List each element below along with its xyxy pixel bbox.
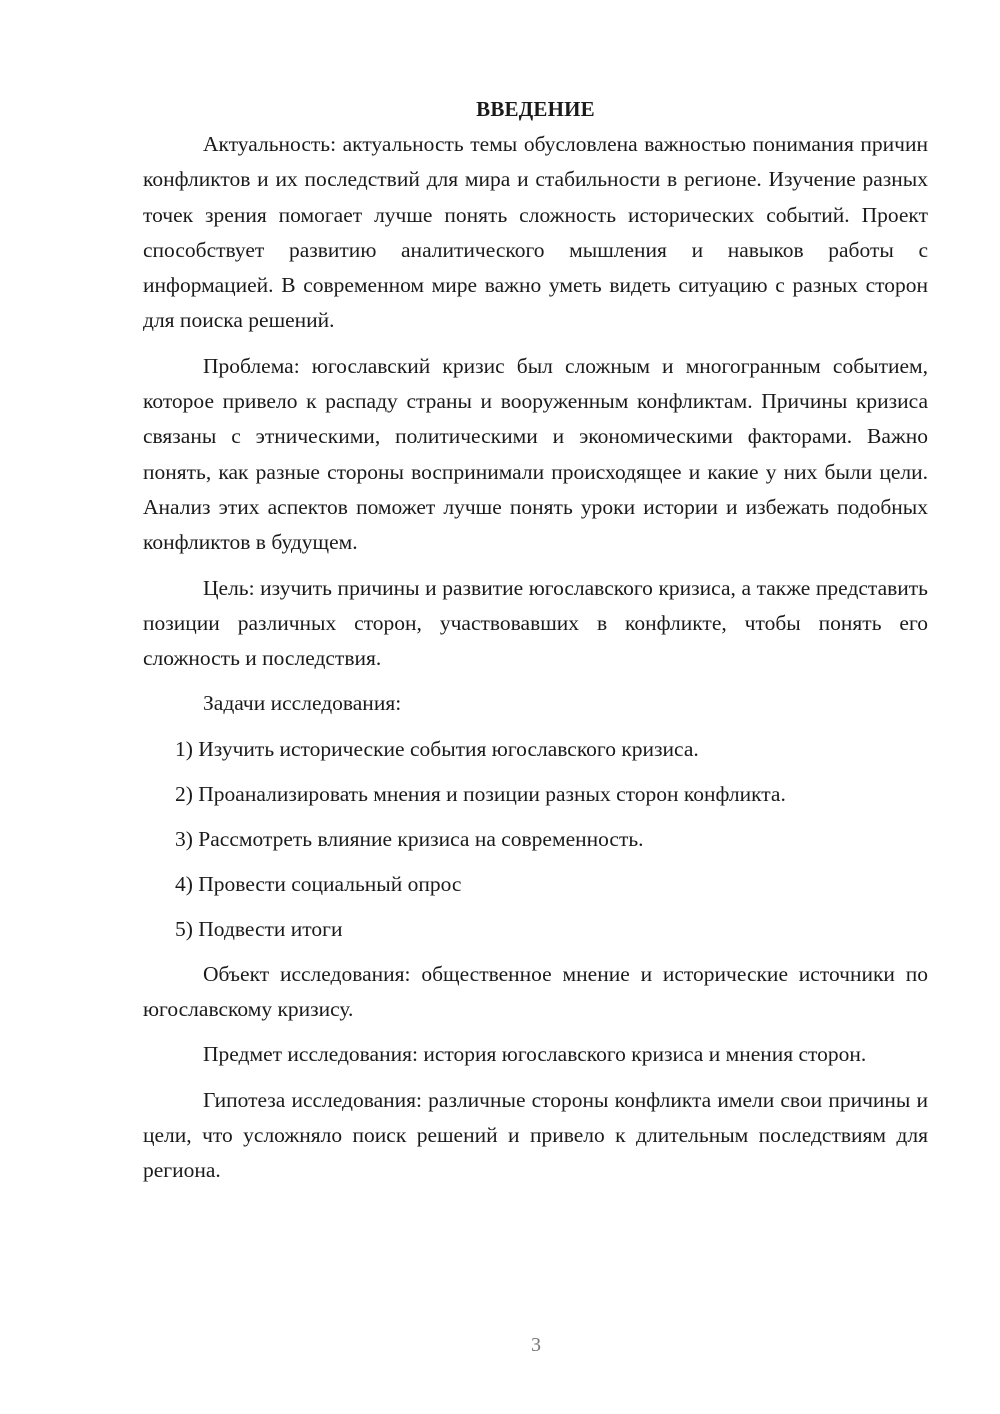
task-item: 5) Подвести итоги <box>175 916 343 941</box>
section-heading: ВВЕДЕНИЕ <box>476 97 595 121</box>
page-number: 3 <box>531 1334 541 1356</box>
document-page <box>143 92 928 1189</box>
tasks-title: Задачи исследования: <box>203 691 402 716</box>
goal-paragraph: Цель: изучить причины и развитие югославского кризиса, а также представить позиции различных сторон, участвовавших в конфликте, чтобы понять его сложность и последствия. <box>143 575 928 671</box>
hypothesis-paragraph: Гипотеза исследования: различные стороны конфликта имели свои причины и цели, что усложняло поиск решений и привело к длительным последствиям для региона. <box>143 1087 928 1183</box>
relevance-paragraph: Актуальность: актуальность темы обусловлена важностью понимания причин конфликтов и их последствий для мира и стабильности в регионе. Изучение разных точек зрения помогает лучше понять сложность исторических событий. Проект способствует развитию аналитического мышления и навыков работы с информацией. В современном мире важно уметь видеть ситуацию с разных сторон для поиска решений. <box>143 132 928 333</box>
task-item: 3) Рассмотреть влияние кризиса на современность. <box>175 826 644 851</box>
task-item: 2) Проанализировать мнения и позиции разных сторон конфликта. <box>175 781 786 806</box>
problem-paragraph: Проблема: югославский кризис был сложным и многогранным событием, которое привело к распаду страны и вооруженным конфликтам. Причины кризиса связаны с этническими, политическими и экономическими факторами. Важно понять, как разные стороны воспринимали происходящее и какие у них были цели. Анализ этих аспектов поможет лучше понять уроки истории и избежать подобных конфликтов в будущем. <box>143 353 928 555</box>
task-item: 1) Изучить исторические события югославского кризиса. <box>175 736 699 761</box>
task-item: 4) Провести социальный опрос <box>175 871 462 896</box>
subject-paragraph: Предмет исследования: история югославского кризиса и мнения сторон. <box>203 1042 867 1067</box>
tasks-list <box>143 732 928 947</box>
object-paragraph: Объект исследования: общественное мнение и исторические источники по югославскому кризису. <box>143 961 928 1022</box>
